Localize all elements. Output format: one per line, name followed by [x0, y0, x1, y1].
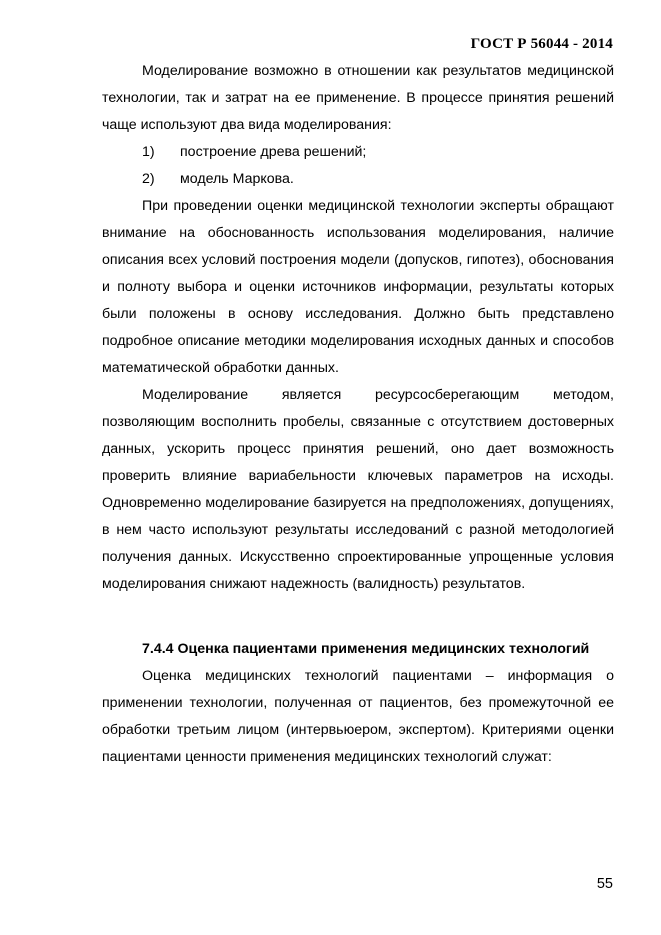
paragraph-expert-assessment: При проведении оценки медицинской технологии эксперты обращают внимание на обоснованность использования моделирования, наличие описания всех условий построения модели (допусков, гипотез), обоснования и полноту выбора и оценки источников информации, результаты которых были положены в основу исследования. Должно быть представлено подробное описание методики моделирования исходных данных и способов математической обработки данных.	[102, 198, 614, 376]
paragraph-modeling-intro: Моделирование возможно в отношении как результатов медицинской технологии, так и затрат на ее применение. В процессе принятия решений чаще используют два вида моделирования:	[102, 63, 614, 133]
list-item-text: построение древа решений;	[180, 144, 367, 160]
paragraph-modeling-benefits: Моделирование является ресурсосберегающим методом, позволяющим восполнить пробелы, связанные с отсутствием достоверных данных, ускорить процесс принятия решений, оно дает возможность проверить влияние вариабельности ключевых параметров на исходы. Одновременно моделирование базируется на предположениях, допущениях, в нем часто используют результаты исследований с разной методологией получения данных. Искусственно спроектированные упрощенные условия моделирования снижают надежность (валидность) результатов.	[102, 387, 614, 592]
list-item	[102, 166, 614, 193]
list-item-text: модель Маркова.	[180, 171, 294, 187]
page-content	[102, 58, 614, 771]
list-item-number: 2)	[142, 171, 155, 187]
section-heading: 7.4.4 Оценка пациентами применения медицинских технологий	[142, 641, 590, 657]
page-number: 55	[596, 876, 613, 892]
document-standard-id: ГОСТ Р 56044 - 2014	[470, 36, 613, 52]
paragraph-patient-assessment: Оценка медицинских технологий пациентами – информация о применении технологии, полученная от пациентов, без промежуточной ее обработки третьим лицом (интервьюером, экспертом). Критериями оценки пациентами ценности применения медицинских технологий служат:	[102, 668, 614, 765]
list-item-number: 1)	[142, 144, 155, 160]
list-item	[102, 139, 614, 166]
